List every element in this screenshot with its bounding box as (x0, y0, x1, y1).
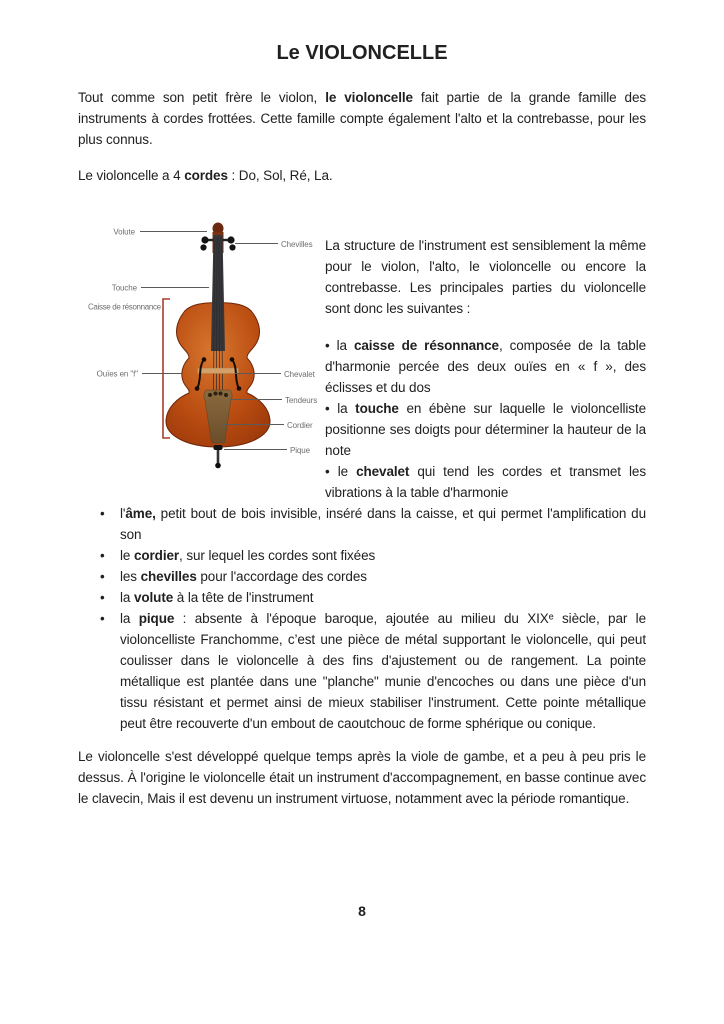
bullet-caisse: • la caisse de résonnance, composée de la table d'harmonie percée des deux ouïes en « f », des éclisses et du dos (325, 338, 646, 395)
page-title: Le VIOLONCELLE (276, 42, 448, 64)
cello-bridge (198, 368, 239, 374)
bullet-chevalet: • le chevalet qui tend les cordes et transmet les vibrations à la table d'harmonie (325, 464, 646, 500)
diagram-label-ouies: Ouïes en "f" (96, 369, 138, 379)
diagram-label-chevalet: Chevalet (284, 370, 315, 379)
parts-bullet-list (78, 503, 646, 734)
page-number: 8 (358, 903, 366, 919)
list-item-pique: • la pique : absente à l'époque baroque, ajoutée au milieu du XIXᵉ siècle, par le violoncelliste Franchomme, c’est une pièce de métal supportant le violoncelle, qui peut coulisser dans le violoncelle à des fins d'ajustement ou de rangement. La pointe métallique est plantée dans une "planche" munie d'encoches ou dans une pièce d'un tissu résistant et permet ainsi de mieux stabiliser l'instrument. Cette pointe métallique peut être recouverte d'un embout de caoutchouc de forme sphérique ou conique. (120, 608, 646, 734)
structure-paragraph: La structure de l'instrument est sensiblement la même pour le violon, l'alto, le violoncelle ou encore la contrebasse. Les principales parties du violoncelle sont donc les suivantes : (325, 238, 646, 316)
cello-endpin (214, 445, 223, 468)
diagram-label-touche: Touche (111, 283, 137, 293)
diagram-label-volute: Volute (113, 227, 135, 237)
diagram-label-tendeurs: Tendeurs (285, 396, 318, 405)
diagram-text-section (78, 201, 646, 503)
cordes-paragraph: Le violoncelle a 4 cordes : Do, Sol, Ré, La. (78, 168, 333, 183)
bullet-touche: • la touche en ébène sur laquelle le violoncelliste positionne ses doigts pour déterminer la hauteur de la note (325, 401, 646, 458)
cello-illustration (166, 223, 270, 469)
diagram-label-pique: Pique (290, 446, 310, 455)
list-item-chevilles: • les chevilles pour l'accordage des cordes (120, 566, 646, 587)
list-item-cordier: • le cordier, sur lequel les cordes sont fixées (120, 545, 646, 566)
list-item-volute: • la volute à la tête de l'instrument (120, 587, 646, 608)
cello-diagram-svg (78, 221, 325, 473)
diagram-label-caisse: Caisse de résonnance (88, 302, 161, 312)
list-item-ame: • l'âme, petit bout de bois invisible, inséré dans la caisse, et qui permet l'amplification du son (120, 503, 646, 545)
closing-paragraph: Le violoncelle s'est développé quelque temps après la viole de gambe, et a peu à peu pris le dessus. À l'origine le violoncelle était un instrument d'accompagnement, en basse continue avec le clavecin, Mais il est devenu un instrument virtuose, notamment avec la période romantique. (78, 749, 646, 806)
diagram-label-cordier: Cordier (287, 421, 313, 430)
cello-diagram (78, 221, 325, 473)
intro-paragraph: Tout comme son petit frère le violon, le violoncelle fait partie de la grande famille des instruments à cordes frottées. Cette famille compte également l'alto et la contrebasse, pour les plus connus. (78, 90, 646, 147)
diagram-label-chevilles: Chevilles (281, 240, 313, 249)
